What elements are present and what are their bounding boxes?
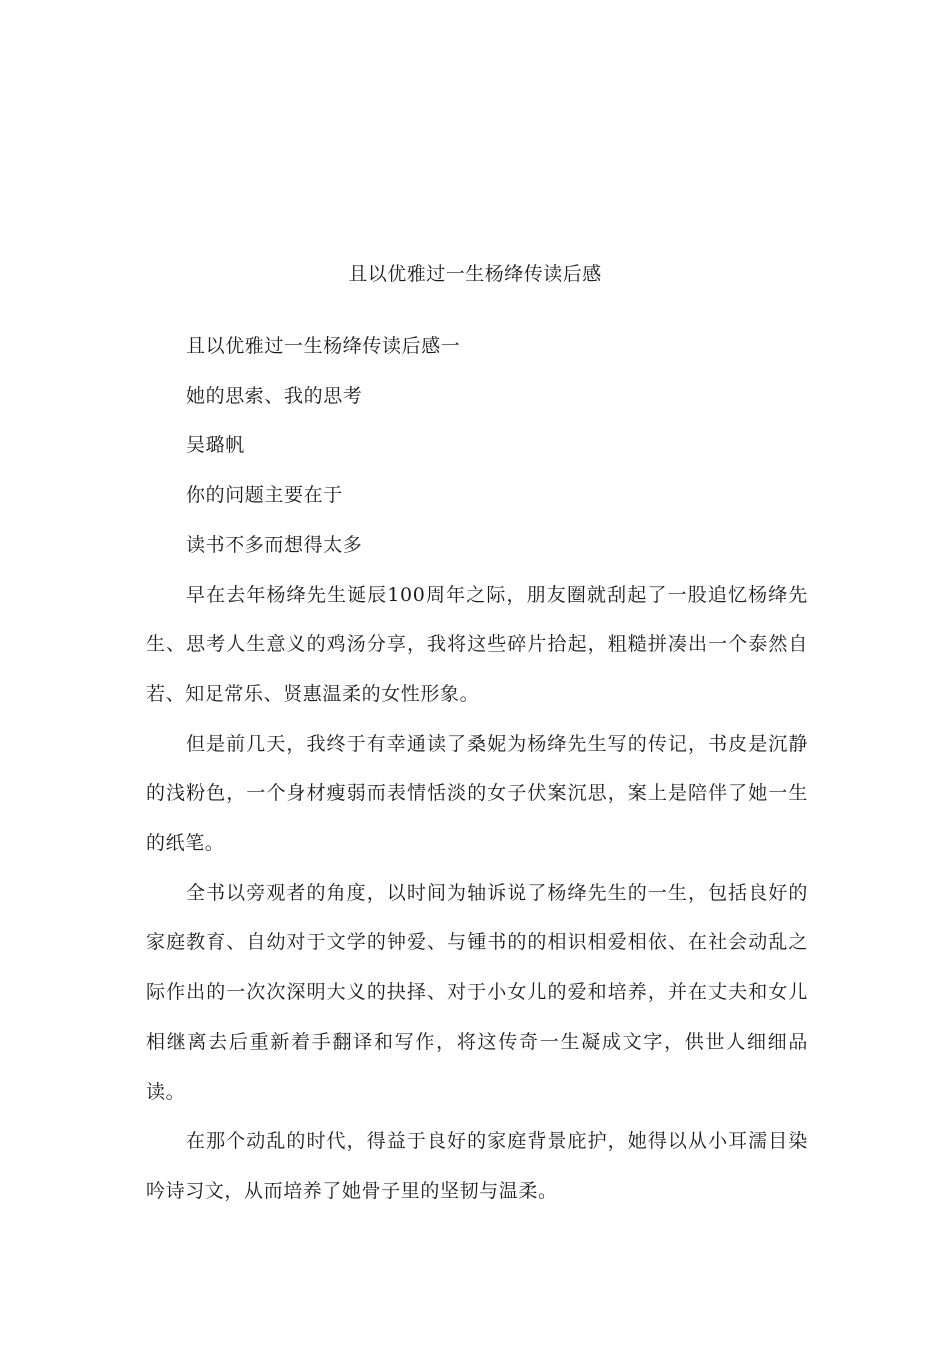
document-title: 且以优雅过一生杨绛传读后感 [348,263,602,285]
paragraph-author: 吴璐帆 [186,434,245,457]
paragraph-quote-line-1: 你的问题主要在于 [186,484,343,507]
document-body [146,322,808,1217]
paragraph-body-2: 但是前几天，我终于有幸通读了桑妮为杨绛先生写的传记，书皮是沉静的浅粉色，一个身材瘦弱而表情恬淡的女子伏案沉思，案上是陪伴了她一生的纸笔。 [146,732,808,855]
paragraph-heading: 她的思索、我的思考 [186,384,363,407]
paragraph-body-1: 早在去年杨绛先生诞辰100周年之际，朋友圈就刮起了一股追忆杨绛先生、思考人生意义的鸡汤分享，我将这些碎片拾起，粗糙拼凑出一个泰然自若、知足常乐、贤惠温柔的女性形象。 [146,583,808,705]
paragraph-subtitle: 且以优雅过一生杨绛传读后感一 [186,335,461,357]
paragraph-quote-line-2: 读书不多而想得太多 [186,533,363,556]
paragraph-body-4: 在那个动乱的时代，得益于良好的家庭背景庇护，她得以从小耳濡目染吟诗习文，从而培养了她骨子里的坚韧与温柔。 [146,1130,808,1202]
paragraph-body-3: 全书以旁观者的角度，以时间为轴诉说了杨绛先生的一生，包括良好的家庭教育、自幼对于文学的钟爱、与锺书的的相识相爱相依、在社会动乱之际作出的一次次深明大义的抉择、对于小女儿的爱和培养，并在丈夫和女儿相继离去后重新着手翻译和写作，将这传奇一生凝成文字，供世人细细品读。 [146,881,808,1103]
